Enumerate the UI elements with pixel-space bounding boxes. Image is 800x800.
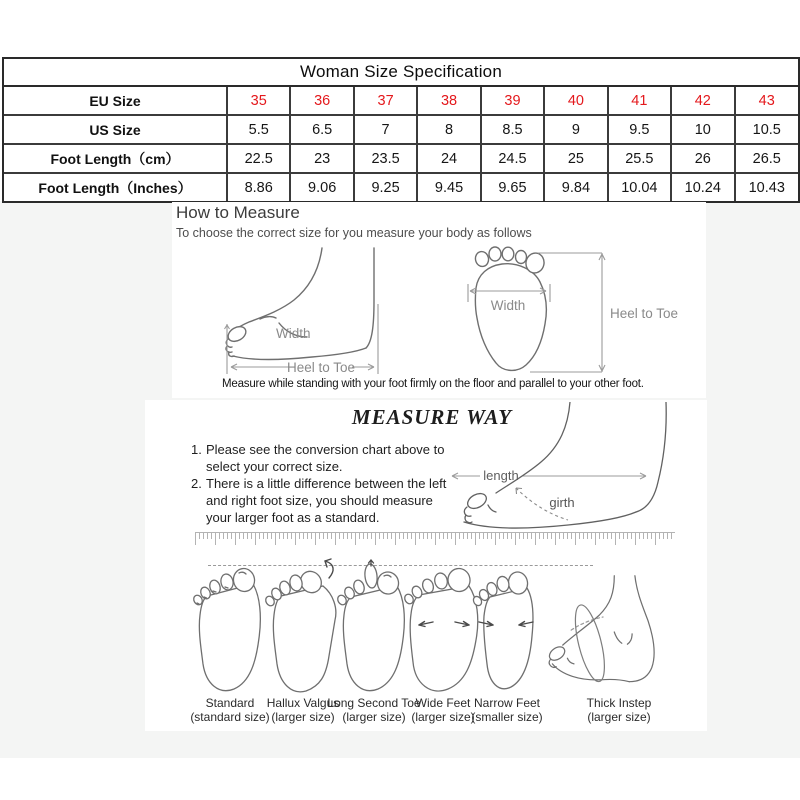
standard-foot-sketch	[190, 558, 270, 698]
measure-way-section	[145, 400, 707, 731]
size-cell: 39	[481, 87, 544, 115]
size-table-row	[4, 173, 798, 201]
foot-type-name: Wide Feet	[415, 696, 471, 710]
size-cell: 24.5	[481, 144, 544, 173]
measure-step	[191, 475, 453, 526]
size-row-label: Foot Length（cm）	[4, 144, 227, 173]
size-table-body	[4, 87, 798, 201]
foot-type-label	[471, 696, 542, 724]
size-cell: 25.5	[608, 144, 671, 173]
size-cell: 10.43	[735, 173, 799, 201]
size-cell: 37	[354, 87, 417, 115]
size-cell: 8	[417, 115, 480, 144]
size-cell: 23.5	[354, 144, 417, 173]
side-heel-to-toe-label: Heel to Toe	[286, 360, 356, 375]
top-heel-to-toe-label: Heel to Toe	[610, 306, 679, 321]
size-cell: 9	[544, 115, 607, 144]
size-table	[2, 57, 800, 203]
thick-instep-foot-sketch	[541, 572, 666, 692]
length-label: length	[483, 468, 519, 483]
size-row-label: Foot Length（Inches）	[4, 173, 227, 201]
how-to-measure-heading: How to Measure	[176, 203, 300, 222]
size-cell: 38	[417, 87, 480, 115]
measure-steps	[191, 441, 453, 526]
foot-side-view-diagram	[224, 246, 436, 381]
size-cell: 10	[671, 115, 734, 144]
ruler-graphic	[195, 532, 675, 547]
measure-way-title: MEASURE WAY	[351, 405, 513, 429]
foot-type-size: (standard size)	[190, 710, 270, 724]
top-width-label: Width	[490, 298, 526, 313]
how-to-measure-section	[172, 202, 706, 398]
size-cell: 22.5	[227, 144, 290, 173]
side-width-label: Width	[276, 326, 311, 341]
size-cell: 6.5	[290, 115, 353, 144]
length-girth-diagram	[450, 402, 685, 542]
step-number: 2.	[191, 476, 202, 491]
size-cell: 9.5	[608, 115, 671, 144]
size-cell: 36	[290, 87, 353, 115]
foot-type-size: (larger size)	[587, 710, 651, 724]
how-to-measure-subheading: To choose the correct size for you measure your body as follows	[176, 226, 532, 240]
foot-type-label	[190, 696, 269, 724]
size-cell: 9.25	[354, 173, 417, 201]
size-cell: 8.5	[481, 115, 544, 144]
foot-type-label	[587, 696, 652, 724]
size-cell: 24	[417, 144, 480, 173]
size-cell: 10.5	[735, 115, 799, 144]
size-cell: 9.84	[544, 173, 607, 201]
foot-type-size: (larger size)	[411, 710, 475, 724]
size-cell: 9.45	[417, 173, 480, 201]
measure-step	[191, 441, 453, 475]
foot-type-name: Standard	[205, 696, 255, 710]
size-cell: 10.04	[608, 173, 671, 201]
instep-tape-loop	[569, 602, 610, 684]
size-cell: 25	[544, 144, 607, 173]
foot-type-name: Narrow Feet	[473, 696, 541, 710]
size-table-row	[4, 115, 798, 144]
foot-type-size: (larger size)	[342, 710, 406, 724]
long-second-toe-foot-sketch	[334, 558, 414, 698]
size-cell: 10.24	[671, 173, 734, 201]
foot-type-label	[327, 696, 420, 724]
step-number: 1.	[191, 442, 202, 457]
size-table-row	[4, 144, 798, 173]
step-text: There is a little difference between the left and right foot size, you should measure your larger foot as a standard.	[206, 476, 447, 525]
size-table-grid	[4, 87, 798, 201]
size-cell: 9.06	[290, 173, 353, 201]
size-cell: 43	[735, 87, 799, 115]
foot-top-view-diagram	[450, 246, 690, 381]
foot-type-name: Thick Instep	[586, 696, 652, 710]
size-row-label: EU Size	[4, 87, 227, 115]
foot-type-label	[411, 696, 474, 724]
foot-type-size: (larger size)	[271, 710, 335, 724]
size-cell: 42	[671, 87, 734, 115]
foot-type-size: (smaller size)	[471, 710, 543, 724]
size-cell: 41	[608, 87, 671, 115]
size-cell: 26.5	[735, 144, 799, 173]
size-cell: 5.5	[227, 115, 290, 144]
size-table-row	[4, 87, 798, 115]
size-cell: 26	[671, 144, 734, 173]
size-cell: 7	[354, 115, 417, 144]
size-cell: 23	[290, 144, 353, 173]
size-row-label: US Size	[4, 115, 227, 144]
size-cell: 35	[227, 87, 290, 115]
size-cell: 9.65	[481, 173, 544, 201]
size-cell: 8.86	[227, 173, 290, 201]
girth-label: girth	[549, 495, 575, 510]
hallux-valgus-foot-sketch	[263, 558, 343, 698]
foot-type-name: Hallux Valgus	[266, 696, 340, 710]
size-cell: 40	[544, 87, 607, 115]
narrow-feet-foot-sketch	[467, 558, 547, 698]
measure-note: Measure while standing with your foot firmly on the floor and parallel to your other foot.	[222, 378, 644, 390]
step-text: Please see the conversion chart above to select your correct size.	[206, 442, 445, 474]
size-table-title: Woman Size Specification	[4, 59, 798, 87]
foot-type-name: Long Second Toe	[327, 696, 421, 710]
